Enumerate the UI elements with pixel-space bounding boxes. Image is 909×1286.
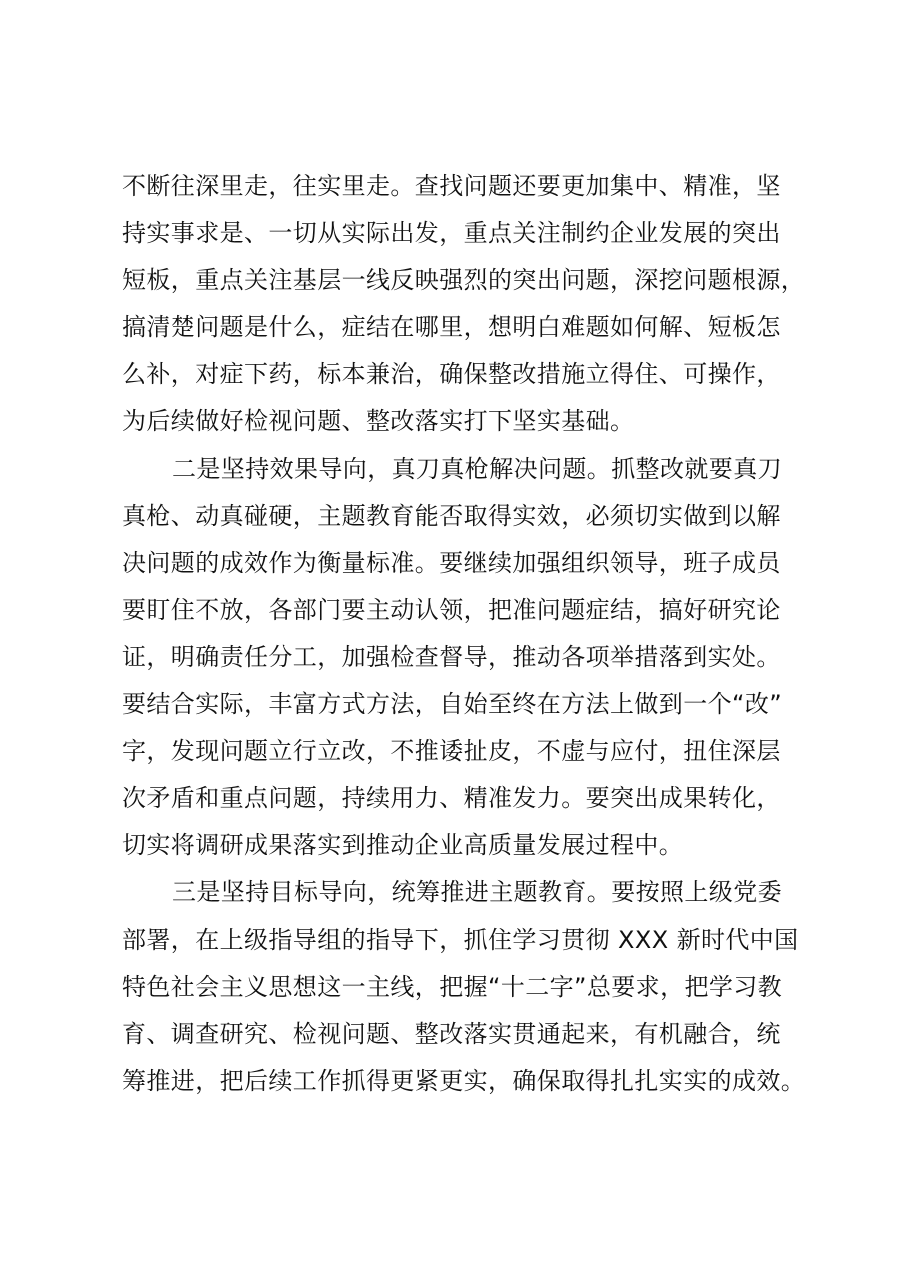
paragraph-line: 字，发现问题立行立改，不推诿扯皮，不虚与应付，扭住深层 — [122, 737, 781, 766]
paragraph-line: 证，明确责任分工，加强检查督导，推动各项举措落到实处。 — [122, 642, 781, 671]
paragraph-line: 切实将调研成果落实到推动企业高质量发展过程中。 — [122, 831, 684, 860]
paragraph-line: 筹推进，把后续工作抓得更紧更实，确保取得扎扎实实的成效。 — [122, 1066, 806, 1095]
paragraph-line: 短板，重点关注基层一线反映强烈的突出问题，深挖问题根源， — [122, 266, 806, 295]
paragraph-first-line: 三是坚持目标导向，统筹推进主题教育。要按照上级党委 — [172, 878, 782, 907]
paragraph-line: 特色社会主义思想这一主线，把握“十二字”总要求，把学习教 — [122, 972, 783, 1001]
paragraph-line: 决问题的成效作为衡量标准。要继续加强组织领导，班子成员 — [122, 548, 781, 577]
paragraph-goal-oriented — [122, 869, 822, 1104]
paragraph-line: 不断往深里走，往实里走。查找问题还要更加集中、精准，坚 — [122, 172, 781, 200]
paragraph-line: 真枪、动真碰硬，主题教育能否取得实效，必须切实做到以解 — [122, 501, 781, 530]
paragraph-line: 持实事求是、一切从实际出发，重点关注制约企业发展的突出 — [122, 219, 781, 248]
paragraph-effect-oriented — [122, 446, 822, 870]
paragraph-line: 育、调查研究、检视问题、整改落实贯通起来，有机融合，统 — [122, 1019, 781, 1048]
paragraph-line: 么补，对症下药，标本兼治，确保整改措施立得住、可操作， — [122, 360, 781, 389]
paragraph-continuation — [122, 163, 822, 446]
document-body — [122, 163, 822, 1105]
paragraph-line: 要盯住不放，各部门要主动认领，把准问题症结，搞好研究论 — [122, 595, 781, 624]
paragraph-line: 要结合实际，丰富方式方法，自始至终在方法上做到一个“改” — [122, 690, 783, 719]
paragraph-line: 搞清楚问题是什么，症结在哪里，想明白难题如何解、短板怎 — [122, 313, 781, 342]
paragraph-first-line: 二是坚持效果导向，真刀真枪解决问题。抓整改就要真刀 — [172, 454, 782, 483]
paragraph-line: 为后续做好检视问题、整改落实打下坚实基础。 — [122, 407, 635, 436]
paragraph-line: 部署，在上级指导组的指导下，抓住学习贯彻 XXX 新时代中国 — [122, 925, 799, 954]
paragraph-line: 次矛盾和重点问题，持续用力、精准发力。要突出成果转化， — [122, 784, 781, 813]
